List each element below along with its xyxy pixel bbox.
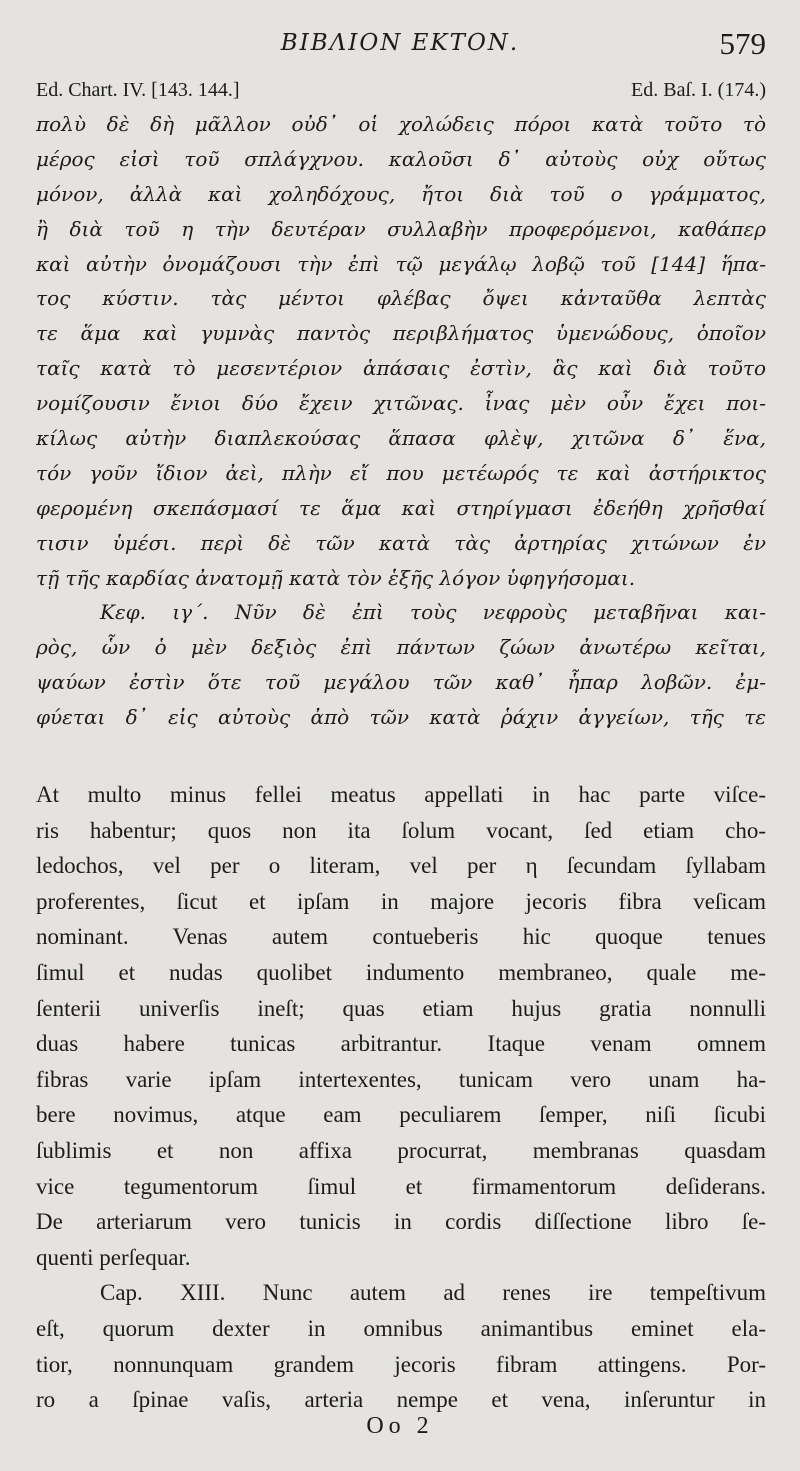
greek-line: πολὺ δὲ δὴ μᾶλλον οὐδ᾽ οἱ χολώδεις πόροι κατὰ τοῦτο τὸ [36, 112, 766, 136]
greek-line: νομίζουσιν ἔνιοι δύο ἔχειν χιτῶνας. ἶνας μὲν οὖν ἔχει ποι- [36, 391, 766, 416]
edition-reference-basel: Ed. Baſ. I. (174.) [631, 79, 766, 101]
page-number: 579 [719, 26, 766, 61]
greek-line: φερομένη σκεπάσμασί τε ἅμα καὶ στηρίγμασι ἐδεήθη χρῆσθαί [36, 495, 766, 520]
running-head-title: ΒΙΒΛΙΟΝ ΕΚΤΟΝ. [280, 30, 520, 56]
printer-signature: Oo 2 [366, 1413, 434, 1439]
greek-line: ταῖς κατὰ τὸ μεσεντέριον ἁπάσαις ἐστὶν, ἃς καὶ διὰ τοῦτο [36, 356, 766, 381]
greek-chapter-heading-line: Κεφ. ιγ΄. Νῦν δὲ ἐπὶ τοὺς νεφροὺς μεταβῆναι και- [100, 600, 766, 625]
edition-reference-chartier: Ed. Chart. IV. [143. 144.] [36, 79, 240, 101]
latin-line: vice tegumentorum ſimul et firmamentorum deſiderans. [36, 1173, 766, 1199]
latin-line: ledochos, vel per o literam, vel per η ſecundam ſyllabam [36, 853, 766, 879]
greek-line: ψαύων ἐστὶν ὅτε τοῦ μεγάλου τῶν καθ᾽ ἧπαρ λοβῶν. ἐμ- [36, 670, 766, 695]
latin-line: ris habentur; quos non ita ſolum vocant, ſed etiam cho- [36, 817, 766, 843]
latin-line: proferentes, ſicut et ipſam in majore jecoris fibra veſicam [36, 888, 766, 914]
greek-line: ἢ διὰ τοῦ η τὴν δευτέραν συλλαβὴν προφερόμενοι, καθάπερ [36, 216, 766, 241]
latin-chapter-heading-line: Cap. XIII. Nunc autem ad renes ire tempeſtivum [100, 1280, 766, 1306]
latin-text-block [36, 777, 766, 1418]
greek-line: μέρος εἰσὶ τοῦ σπλάγχνου. καλοῦσι δ᾽ αὐτοὺς οὐχ οὕτως [36, 146, 766, 171]
greek-line: φύεται δ᾽ εἰς αὐτοὺς ἀπὸ τῶν κατὰ ῥάχιν ἀγγείων, τῆς τε [36, 705, 766, 730]
greek-line: τῇ τῆς καρδίας ἀνατομῇ κατὰ τὸν ἑξῆς λόγον ὑφηγήσομαι. [36, 565, 636, 590]
latin-line: eſt, quorum dexter in omnibus animantibus eminet ela- [36, 1315, 766, 1341]
greek-line: καὶ αὐτὴν ὀνομάζουσι τὴν ἐπὶ τῷ μεγάλῳ λοβῷ τοῦ [144] ἥπα- [36, 251, 766, 276]
latin-line: fibras varie ipſam intertexentes, tunicam vero unam ha- [36, 1066, 766, 1092]
greek-text-block [36, 107, 766, 735]
greek-line: τε ἅμα καὶ γυμνὰς παντὸς περιβλήματος ὑμενώδους, ὁποῖον [36, 321, 766, 346]
latin-line: De arteriarum vero tunicis in cordis diſſectione libro ſe- [36, 1209, 766, 1235]
latin-line: tior, nonnunquam grandem jecoris fibram attingens. Por- [36, 1351, 766, 1377]
greek-line: ρὸς, ὧν ὁ μὲν δεξιὸς ἐπὶ πάντων ζώων ἀνωτέρω κεῖται, [36, 635, 766, 660]
latin-line: ſublimis et non affixa procurrat, membranas quasdam [36, 1137, 766, 1163]
latin-line: quenti perſequar. [36, 1244, 191, 1270]
latin-line: ro a ſpinae vaſis, arteria nempe et vena, inſeruntur in [36, 1387, 766, 1413]
greek-line: κίλως αὐτὴν διαπλεκούσας ἅπασα φλὲψ, χιτῶνα δ᾽ ἕνα, [36, 426, 766, 451]
latin-line: bere novimus, atque eam peculiarem ſemper, niſi ſicubi [36, 1102, 766, 1128]
latin-line: ſimul et nudas quolibet indumento membraneo, quale me- [36, 959, 766, 985]
latin-line: At multo minus fellei meatus appellati in hac parte viſce- [36, 782, 766, 807]
latin-line: ſenterii univerſis ineſt; quas etiam hujus gratia nonnulli [36, 995, 766, 1021]
latin-line: nominant. Venas autem contueberis hic quoque tenues [36, 924, 766, 950]
latin-line: duas habere tunicas arbitrantur. Itaque venam omnem [36, 1031, 766, 1057]
greek-line: τόν γοῦν ἴδιον ἀεὶ, πλὴν εἴ που μετέωρός τε καὶ ἀστήρικτος [36, 460, 766, 485]
greek-line: μόνον, ἀλλὰ καὶ χοληδόχους, ἤτοι διὰ τοῦ ο γράμματος, [36, 181, 766, 206]
greek-line: τος κύστιν. τὰς μέντοι φλέβας ὄψει κἀνταῦθα λεπτὰς [36, 286, 766, 311]
greek-line: τισιν ὑμέσι. περὶ δὲ τῶν κατὰ τὰς ἀρτηρίας χιτώνων ἐν [36, 530, 766, 555]
